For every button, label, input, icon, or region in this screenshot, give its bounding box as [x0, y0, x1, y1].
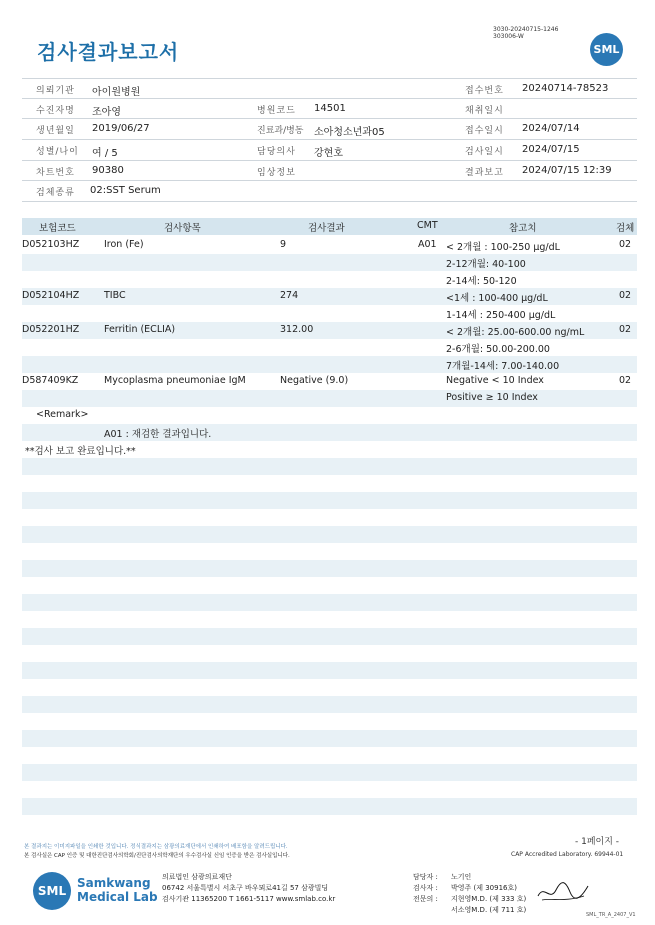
- info-row: [22, 78, 637, 99]
- cell-reference: <1세 : 100-400 µg/dL: [446, 293, 548, 304]
- cell-item: Ferritin (ECLIA): [104, 324, 176, 335]
- completion-text: **검사 보고 완료입니다.**: [25, 446, 136, 457]
- info-label: 생년월일: [36, 126, 75, 137]
- info-value: 조아영: [92, 106, 121, 118]
- staff-line: [413, 894, 526, 905]
- empty-row: [22, 526, 637, 543]
- cell-reference: < 2개월: 25.00-600.00 ng/mL: [446, 327, 585, 338]
- cell-specimen: 02: [619, 324, 632, 335]
- empty-row: [22, 781, 637, 798]
- table-row: [22, 390, 637, 407]
- empty-row: [22, 730, 637, 747]
- column-header-code: 보험코드: [39, 223, 76, 234]
- info-value: 2024/07/15: [522, 144, 580, 156]
- empty-row: [22, 475, 637, 492]
- info-value: 소아청소년과05: [314, 127, 385, 139]
- empty-row: [22, 560, 637, 577]
- info-label: 채취일시: [465, 105, 504, 116]
- table-row: [22, 288, 637, 305]
- cell-reference: 1-14세 : 250-400 µg/dL: [446, 310, 556, 321]
- empty-row: [22, 611, 637, 628]
- staff-value: 서소영M.D. (제 711 호): [451, 906, 527, 914]
- empty-row: [22, 662, 637, 679]
- empty-row: [22, 458, 637, 475]
- column-header-specimen: 검체: [616, 223, 635, 234]
- empty-row: [22, 679, 637, 696]
- cell-result: 274: [280, 290, 299, 301]
- brand-name: [77, 876, 158, 904]
- empty-row: [22, 645, 637, 662]
- staff-info: [413, 872, 526, 916]
- remark-row: [22, 424, 637, 441]
- staff-line: [413, 883, 526, 894]
- info-value: 20240714-78523: [522, 83, 609, 94]
- empty-row: [22, 509, 637, 526]
- info-row: [22, 161, 637, 182]
- table-row: [22, 254, 637, 271]
- info-value: 02:SST Serum: [90, 185, 161, 197]
- completion-row: [22, 441, 637, 458]
- info-label: 진료과/병동: [257, 126, 304, 137]
- info-value: 2024/07/15 12:39: [522, 164, 612, 176]
- cell-reference: 7개월-14세: 7.00-140.00: [446, 361, 560, 372]
- info-value: 강현호: [314, 148, 343, 160]
- info-label: 검체종류: [36, 188, 75, 199]
- cell-reference: 2-6개월: 50.00-200.00: [446, 344, 550, 355]
- document-code-line: 303006-W: [493, 33, 524, 40]
- staff-label: 담당자 :: [413, 873, 438, 881]
- patient-info-section: [22, 78, 637, 202]
- empty-row: [22, 747, 637, 764]
- staff-value: 박영주 (제 30916호): [451, 884, 517, 892]
- cap-accreditation: CAP Accredited Laboratory. 69944-01: [511, 851, 624, 858]
- cell-reference: 2-14세: 50-120: [446, 276, 517, 287]
- sml-footer-logo: SML: [33, 872, 71, 910]
- cell-cmt: A01: [418, 239, 437, 250]
- info-label: 접수번호: [465, 86, 504, 96]
- empty-row: [22, 577, 637, 594]
- remark-label: <Remark>: [36, 409, 89, 420]
- empty-row: [22, 696, 637, 713]
- empty-row: [22, 798, 637, 815]
- cell-reference: < 2개월 : 100-250 µg/dL: [446, 242, 560, 253]
- staff-line: [413, 872, 526, 883]
- staff-line: [413, 905, 526, 916]
- column-header-cmt: CMT: [417, 220, 438, 231]
- accreditation-notice: 본 검사실은 CAP 인증 및 대한진단검사의학회/진단검사의학재단의 우수검사실 신임 인증을 받은 검사실입니다.: [24, 853, 290, 859]
- cell-specimen: 02: [619, 239, 632, 250]
- cell-reference: 2-12개월: 40-100: [446, 259, 526, 270]
- column-header-result: 검사결과: [308, 223, 345, 234]
- cell-result: 312.00: [280, 324, 314, 335]
- info-label: 병원코드: [257, 105, 296, 116]
- staff-label: 검사자 :: [413, 884, 438, 892]
- document-code: [493, 26, 558, 40]
- results-table-header: [22, 218, 637, 235]
- info-label: 검사일시: [465, 147, 504, 158]
- info-label: 수진자명: [36, 105, 75, 116]
- empty-row: [22, 543, 637, 560]
- staff-label: 전문의 :: [413, 895, 438, 903]
- table-row: [22, 237, 637, 254]
- empty-row: [22, 628, 637, 645]
- remark-text: A01 : 재검한 결과입니다.: [104, 429, 212, 440]
- table-row: [22, 322, 637, 339]
- table-row: [22, 356, 637, 373]
- staff-value: 지현영M.D. (제 333 호): [451, 895, 527, 903]
- results-table-body: [22, 237, 637, 832]
- remark-row: [22, 407, 637, 424]
- column-header-reference: 참고치: [509, 223, 537, 234]
- sml-logo: SML: [590, 33, 623, 66]
- cell-reference: Negative < 10 Index: [446, 375, 544, 386]
- cell-result: Negative (9.0): [280, 375, 349, 386]
- brand-line: Medical Lab: [77, 890, 158, 904]
- cell-code: D052103HZ: [22, 239, 80, 250]
- info-label: 의뢰기관: [36, 86, 75, 96]
- report-title: 검사결과보고서: [37, 40, 180, 64]
- info-value: 2019/06/27: [92, 123, 150, 135]
- company-line: 의료법인 삼광의료재단: [162, 873, 232, 881]
- cell-code: D587409KZ: [22, 375, 79, 386]
- info-label: 임상정보: [257, 167, 296, 178]
- info-value: 90380: [92, 164, 124, 176]
- cell-item: TIBC: [104, 290, 126, 301]
- info-label: 접수일시: [465, 126, 504, 137]
- page-number: - 1페이지 -: [575, 837, 620, 847]
- company-info: [162, 872, 335, 905]
- empty-row: [22, 594, 637, 611]
- column-header-item: 검사항목: [164, 223, 201, 234]
- staff-value: 노기인: [451, 873, 472, 881]
- doctor-signature: [536, 878, 590, 906]
- info-row: [22, 140, 637, 161]
- cell-code: D052201HZ: [22, 324, 80, 335]
- empty-row: [22, 815, 637, 832]
- cell-specimen: 02: [619, 375, 632, 386]
- table-row: [22, 305, 637, 322]
- cell-item: Mycoplasma pneumoniae IgM: [104, 375, 246, 386]
- info-value: 여 / 5: [92, 148, 118, 160]
- info-label: 차트번호: [36, 167, 75, 178]
- brand-line: Samkwang: [77, 876, 151, 890]
- form-code: SML_TR_A_2407_V1: [586, 912, 636, 918]
- table-row: [22, 373, 637, 390]
- info-value: 14501: [314, 102, 346, 114]
- table-row: [22, 271, 637, 288]
- cell-item: Iron (Fe): [104, 239, 144, 250]
- info-label: 결과보고: [465, 167, 504, 178]
- info-row: [22, 181, 637, 202]
- info-value: 아이원병원: [92, 87, 141, 98]
- cell-specimen: 02: [619, 290, 632, 301]
- document-code-line: 3030-20240715-1246: [493, 26, 559, 33]
- info-value: 2024/07/14: [522, 123, 580, 135]
- empty-row: [22, 713, 637, 730]
- cell-result: 9: [280, 239, 287, 250]
- info-row: [22, 99, 637, 120]
- info-label: 담당의사: [257, 147, 296, 158]
- empty-row: [22, 764, 637, 781]
- info-label: 성별/나이: [36, 147, 79, 158]
- cell-code: D052104HZ: [22, 290, 80, 301]
- image-notice: 본 결과지는 이미지파일을 인쇄한 것입니다. 정식결과지는 삼광의료재단에서 인쇄하여 배포함을 알려드립니다.: [24, 844, 288, 850]
- empty-row: [22, 492, 637, 509]
- company-line: 06742 서울특별시 서초구 바우뫼로41길 57 삼광빌딩: [162, 884, 329, 892]
- company-line: 검사기관 11365200 T 1661-5117 www.smlab.co.kr: [162, 895, 336, 903]
- table-row: [22, 339, 637, 356]
- cell-reference: Positive ≥ 10 Index: [446, 392, 538, 403]
- info-row: [22, 119, 637, 140]
